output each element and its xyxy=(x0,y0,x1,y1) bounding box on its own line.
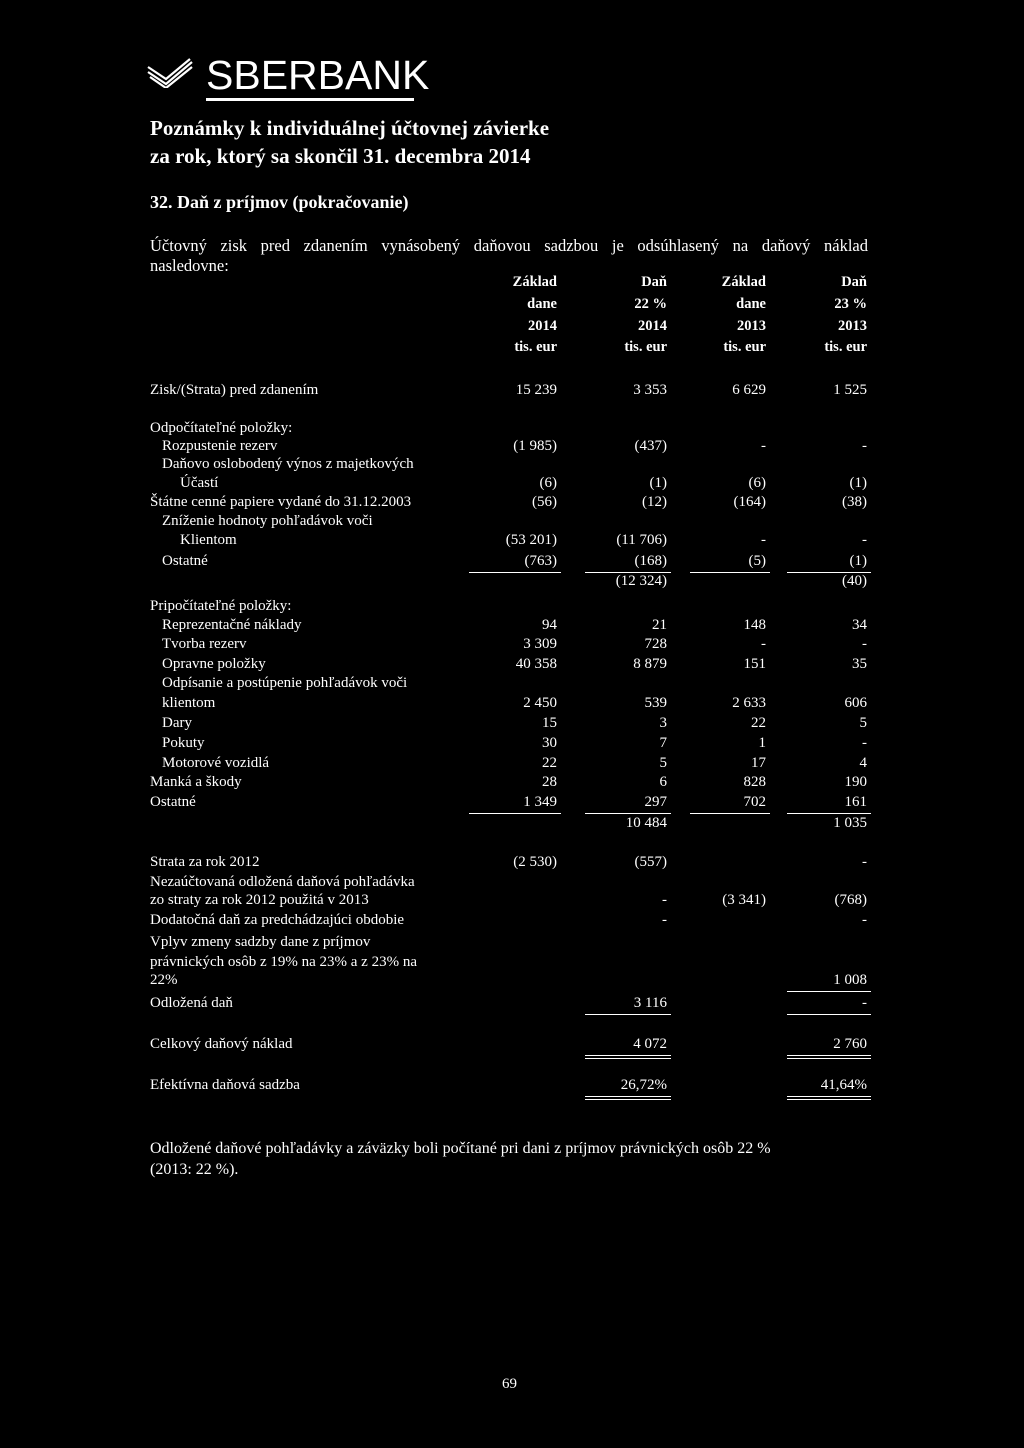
cell-value: 30 xyxy=(542,735,557,751)
intro-text-line2: nasledovne: xyxy=(150,256,229,275)
row-label: Pripočítateľné položky: xyxy=(150,598,292,614)
cell-value: - xyxy=(761,532,766,548)
cell-value: 728 xyxy=(644,636,667,652)
row-label: Celkový daňový náklad xyxy=(150,1036,293,1052)
brand-name: SBERBANK xyxy=(206,52,430,98)
cell-value: 3 116 xyxy=(633,995,667,1011)
column-header-3-line1: Základ xyxy=(721,274,766,290)
column-underline xyxy=(787,1096,871,1097)
cell-value: (1) xyxy=(649,475,667,491)
cell-value: 1 008 xyxy=(833,972,867,988)
cell-value: - xyxy=(862,532,867,548)
cell-value: 2 450 xyxy=(523,695,557,711)
column-header-1-line4: tis. eur xyxy=(514,339,557,355)
row-label: Ostatné xyxy=(162,553,208,569)
row-label: Štátne cenné papiere vydané do 31.12.2003 xyxy=(150,494,412,510)
cell-value: 1 xyxy=(758,735,766,751)
cell-value: 26,72% xyxy=(620,1077,667,1093)
row-label: Strata za rok 2012 xyxy=(150,854,260,870)
cell-value: 40 358 xyxy=(515,656,557,672)
column-header-4-line1: Daň xyxy=(841,274,867,290)
sberbank-logo-icon xyxy=(146,58,194,93)
cell-value: 1 349 xyxy=(523,794,557,810)
cell-value: 15 xyxy=(542,715,557,731)
row-label: Dodatočná daň za predchádzajúci obdobie xyxy=(150,912,405,928)
cell-value: 22 xyxy=(751,715,766,731)
cell-value: 21 xyxy=(652,617,667,633)
cell-value: 6 629 xyxy=(732,382,766,398)
cell-value: 702 xyxy=(743,794,766,810)
row-label: Manká a škody xyxy=(150,774,242,790)
cell-value: (3 341) xyxy=(722,892,766,908)
column-underline xyxy=(585,1058,671,1059)
cell-value: 17 xyxy=(751,755,766,771)
cell-value: 4 xyxy=(859,755,867,771)
column-header-4-line4: tis. eur xyxy=(824,339,867,355)
cell-value: 828 xyxy=(743,774,766,790)
cell-value: 3 xyxy=(659,715,667,731)
cell-value: 2 633 xyxy=(732,695,766,711)
cell-value: 5 xyxy=(859,715,867,731)
row-label: Odpísanie a postúpenie pohľadávok voči xyxy=(162,675,408,691)
row-label: Reprezentačné náklady xyxy=(162,617,302,633)
row-label: právnických osôb z 19% na 23% a z 23% na xyxy=(150,954,417,970)
cell-value: (12) xyxy=(642,494,667,510)
brand-underline xyxy=(206,98,414,101)
row-label: Odpočítateľné položky: xyxy=(150,420,293,436)
cell-value: - xyxy=(862,995,867,1011)
column-header-4-line2: 23 % xyxy=(834,296,867,312)
cell-value: 6 xyxy=(659,774,667,790)
row-label: Opravne položky xyxy=(162,656,266,672)
row-label: Pokuty xyxy=(162,735,205,751)
cell-value: (12 324) xyxy=(615,573,667,589)
cell-value: 161 xyxy=(844,794,867,810)
cell-value: (5) xyxy=(748,553,766,569)
cell-value: 539 xyxy=(644,695,667,711)
cell-value: 2 760 xyxy=(833,1036,867,1052)
row-label: Odložená daň xyxy=(150,995,233,1011)
cell-value: 94 xyxy=(542,617,557,633)
column-header-2-line3: 2014 xyxy=(638,318,667,334)
cell-value: (557) xyxy=(634,854,667,870)
page-number: 69 xyxy=(502,1376,517,1392)
cell-value: 148 xyxy=(743,617,766,633)
column-header-1-line3: 2014 xyxy=(528,318,557,334)
column-underline xyxy=(585,1014,671,1015)
row-label: Vplyv zmeny sadzby dane z príjmov xyxy=(150,934,371,950)
row-label: Nezaúčtovaná odložená daňová pohľadávka xyxy=(150,874,415,890)
cell-value: (6) xyxy=(539,475,557,491)
row-label: Ostatné xyxy=(150,794,196,810)
cell-value: (768) xyxy=(834,892,867,908)
cell-value: 22 xyxy=(542,755,557,771)
cell-value: 3 353 xyxy=(633,382,667,398)
cell-value: (40) xyxy=(842,573,867,589)
cell-value: (2 530) xyxy=(513,854,557,870)
cell-value: (56) xyxy=(532,494,557,510)
cell-value: - xyxy=(862,438,867,454)
section-heading: 32. Daň z príjmov (pokračovanie) xyxy=(150,192,409,212)
column-underline xyxy=(787,1099,871,1100)
column-underline xyxy=(787,1055,871,1056)
cell-value: 8 879 xyxy=(633,656,667,672)
row-label: Rozpustenie rezerv xyxy=(162,438,278,454)
cell-value: 190 xyxy=(844,774,867,790)
row-label: Efektívna daňová sadzba xyxy=(150,1077,300,1093)
cell-value: (38) xyxy=(842,494,867,510)
cell-value: (164) xyxy=(733,494,766,510)
column-header-3-line4: tis. eur xyxy=(723,339,766,355)
row-label: Dary xyxy=(162,715,192,731)
cell-value: 1 035 xyxy=(833,815,867,831)
cell-value: (763) xyxy=(524,553,557,569)
cell-value: - xyxy=(862,636,867,652)
cell-value: - xyxy=(862,912,867,928)
column-header-4-line3: 2013 xyxy=(838,318,867,334)
column-header-1-line1: Základ xyxy=(512,274,557,290)
column-header-1-line2: dane xyxy=(527,296,557,312)
cell-value: 15 239 xyxy=(515,382,557,398)
cell-value: 297 xyxy=(644,794,667,810)
cell-value: (1 985) xyxy=(513,438,557,454)
row-label: Klientom xyxy=(180,532,237,548)
cell-value: 10 484 xyxy=(625,815,667,831)
column-underline xyxy=(585,1096,671,1097)
cell-value: (1) xyxy=(849,553,867,569)
cell-value: 7 xyxy=(659,735,667,751)
row-label: Tvorba rezerv xyxy=(162,636,247,652)
footnote-line2: (2013: 22 %). xyxy=(150,1161,239,1178)
column-underline xyxy=(787,1014,871,1015)
cell-value: (437) xyxy=(634,438,667,454)
cell-value: 5 xyxy=(659,755,667,771)
column-underline xyxy=(469,813,561,814)
column-underline xyxy=(690,813,770,814)
document-title: Poznámky k individuálnej účtovnej závierke xyxy=(150,116,550,140)
column-header-2-line2: 22 % xyxy=(634,296,667,312)
row-label: Daňovo oslobodený výnos z majetkových xyxy=(162,456,414,472)
cell-value: - xyxy=(761,438,766,454)
column-underline xyxy=(787,813,871,814)
document-subtitle: za rok, ktorý sa skončil 31. decembra 2014 xyxy=(150,144,531,168)
column-underline xyxy=(469,572,561,573)
column-header-2-line4: tis. eur xyxy=(624,339,667,355)
cell-value: (1) xyxy=(849,475,867,491)
intro-text-line1: Účtovný zisk pred zdanením vynásobený daňovou sadzbou je odsúhlasený na daňový náklad xyxy=(150,236,868,255)
row-label: klientom xyxy=(162,695,216,711)
cell-value: - xyxy=(662,892,667,908)
cell-value: 606 xyxy=(844,695,867,711)
cell-value: (11 706) xyxy=(616,532,667,548)
cell-value: - xyxy=(862,735,867,751)
cell-value: (6) xyxy=(748,475,766,491)
cell-value: 1 525 xyxy=(833,382,867,398)
cell-value: 34 xyxy=(852,617,867,633)
column-header-3-line3: 2013 xyxy=(737,318,766,334)
column-header-2-line1: Daň xyxy=(641,274,667,290)
row-label: Zisk/(Strata) pred zdanením xyxy=(150,382,319,398)
row-label: Zníženie hodnoty pohľadávok voči xyxy=(162,513,373,529)
cell-value: 3 309 xyxy=(523,636,557,652)
cell-value: 4 072 xyxy=(633,1036,667,1052)
column-underline xyxy=(787,991,871,992)
row-label: 22% xyxy=(150,972,178,988)
cell-value: - xyxy=(761,636,766,652)
cell-value: (168) xyxy=(634,553,667,569)
column-underline xyxy=(585,1099,671,1100)
column-underline xyxy=(787,1058,871,1059)
row-label: Účastí xyxy=(180,475,219,491)
cell-value: 28 xyxy=(542,774,557,790)
row-label: Motorové vozidlá xyxy=(162,755,270,771)
column-header-3-line2: dane xyxy=(736,296,766,312)
column-underline xyxy=(585,1055,671,1056)
cell-value: 35 xyxy=(852,656,867,672)
cell-value: - xyxy=(662,912,667,928)
cell-value: (53 201) xyxy=(505,532,557,548)
row-label: zo straty za rok 2012 použitá v 2013 xyxy=(150,892,369,908)
column-underline xyxy=(585,813,671,814)
cell-value: - xyxy=(862,854,867,870)
cell-value: 41,64% xyxy=(820,1077,867,1093)
cell-value: 151 xyxy=(743,656,766,672)
footnote-line1: Odložené daňové pohľadávky a záväzky boli počítané pri dani z príjmov právnických osôb 22 % xyxy=(150,1140,771,1157)
